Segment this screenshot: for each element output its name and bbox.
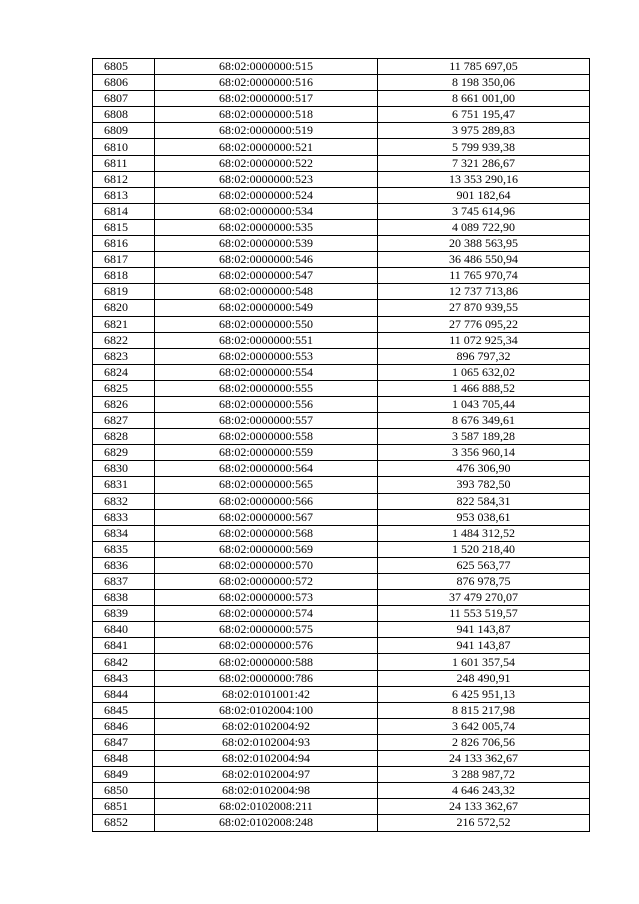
cadastral-number-cell: 68:02:0000000:570 — [155, 557, 378, 573]
row-number-cell: 6821 — [93, 316, 155, 332]
cadastral-value-cell: 3 745 614,96 — [378, 203, 590, 219]
row-number-cell: 6811 — [93, 155, 155, 171]
cadastral-value-cell: 3 642 005,74 — [378, 718, 590, 734]
row-number-cell: 6840 — [93, 622, 155, 638]
cadastral-number-cell: 68:02:0000000:547 — [155, 268, 378, 284]
cadastral-value-cell: 1 520 218,40 — [378, 541, 590, 557]
row-number-cell: 6845 — [93, 702, 155, 718]
table-row — [93, 75, 590, 91]
cadastral-number-cell: 68:02:0000000:564 — [155, 461, 378, 477]
row-number-cell: 6816 — [93, 236, 155, 252]
row-number-cell: 6814 — [93, 203, 155, 219]
table-row — [93, 252, 590, 268]
cadastral-value-cell: 13 353 290,16 — [378, 171, 590, 187]
table-row — [93, 219, 590, 235]
cadastral-value-cell: 6 425 951,13 — [378, 686, 590, 702]
cadastral-value-cell: 876 978,75 — [378, 574, 590, 590]
table-row — [93, 187, 590, 203]
table-row — [93, 606, 590, 622]
cadastral-number-cell: 68:02:0000000:550 — [155, 316, 378, 332]
cadastral-value-cell: 1 466 888,52 — [378, 380, 590, 396]
cadastral-number-cell: 68:02:0000000:786 — [155, 670, 378, 686]
row-number-cell: 6822 — [93, 332, 155, 348]
row-number-cell: 6834 — [93, 525, 155, 541]
table-row — [93, 493, 590, 509]
cadastral-value-cell: 3 288 987,72 — [378, 767, 590, 783]
cadastral-value-cell: 953 038,61 — [378, 509, 590, 525]
table-row — [93, 525, 590, 541]
cadastral-number-cell: 68:02:0101001:42 — [155, 686, 378, 702]
row-number-cell: 6833 — [93, 509, 155, 525]
cadastral-value-cell: 896 797,32 — [378, 348, 590, 364]
cadastral-value-cell: 822 584,31 — [378, 493, 590, 509]
cadastral-value-cell: 11 785 697,05 — [378, 59, 590, 75]
cadastral-value-cell: 1 484 312,52 — [378, 525, 590, 541]
table-row — [93, 815, 590, 831]
row-number-cell: 6843 — [93, 670, 155, 686]
table-row — [93, 686, 590, 702]
table-row — [93, 268, 590, 284]
cadastral-value-cell: 27 870 939,55 — [378, 300, 590, 316]
cadastral-number-cell: 68:02:0000000:515 — [155, 59, 378, 75]
cadastral-number-cell: 68:02:0000000:551 — [155, 332, 378, 348]
cadastral-value-cell: 36 486 550,94 — [378, 252, 590, 268]
cadastral-number-cell: 68:02:0000000:516 — [155, 75, 378, 91]
row-number-cell: 6847 — [93, 734, 155, 750]
cadastral-number-cell: 68:02:0000000:559 — [155, 445, 378, 461]
table-row — [93, 155, 590, 171]
cadastral-value-cell: 941 143,87 — [378, 622, 590, 638]
table-row — [93, 123, 590, 139]
cadastral-number-cell: 68:02:0000000:539 — [155, 236, 378, 252]
cadastral-number-cell: 68:02:0000000:524 — [155, 187, 378, 203]
cadastral-value-cell: 11 553 519,57 — [378, 606, 590, 622]
table-row — [93, 574, 590, 590]
cadastral-number-cell: 68:02:0000000:517 — [155, 91, 378, 107]
cadastral-number-cell: 68:02:0000000:574 — [155, 606, 378, 622]
cadastral-number-cell: 68:02:0000000:573 — [155, 590, 378, 606]
cadastral-number-cell: 68:02:0000000:523 — [155, 171, 378, 187]
table-row — [93, 203, 590, 219]
cadastral-value-cell: 11 072 925,34 — [378, 332, 590, 348]
cadastral-value-cell: 8 815 217,98 — [378, 702, 590, 718]
cadastral-value-cell: 4 646 243,32 — [378, 783, 590, 799]
cadastral-number-cell: 68:02:0000000:518 — [155, 107, 378, 123]
cadastral-number-cell: 68:02:0000000:555 — [155, 380, 378, 396]
row-number-cell: 6826 — [93, 396, 155, 412]
cadastral-number-cell: 68:02:0000000:565 — [155, 477, 378, 493]
cadastral-value-cell: 941 143,87 — [378, 638, 590, 654]
cadastral-value-cell: 20 388 563,95 — [378, 236, 590, 252]
cadastral-value-cell: 248 490,91 — [378, 670, 590, 686]
cadastral-number-cell: 68:02:0000000:575 — [155, 622, 378, 638]
table-row — [93, 380, 590, 396]
row-number-cell: 6841 — [93, 638, 155, 654]
cadastral-number-cell: 68:02:0000000:566 — [155, 493, 378, 509]
table-row — [93, 751, 590, 767]
cadastral-value-cell: 3 356 960,14 — [378, 445, 590, 461]
cadastral-value-cell: 12 737 713,86 — [378, 284, 590, 300]
cadastral-value-cell: 4 089 722,90 — [378, 219, 590, 235]
row-number-cell: 6828 — [93, 429, 155, 445]
table-row — [93, 477, 590, 493]
cadastral-value-table — [92, 58, 590, 832]
row-number-cell: 6831 — [93, 477, 155, 493]
cadastral-value-cell: 3 975 289,83 — [378, 123, 590, 139]
cadastral-value-cell: 1 065 632,02 — [378, 364, 590, 380]
cadastral-number-cell: 68:02:0102008:248 — [155, 815, 378, 831]
row-number-cell: 6832 — [93, 493, 155, 509]
table-row — [93, 509, 590, 525]
table-row — [93, 284, 590, 300]
row-number-cell: 6835 — [93, 541, 155, 557]
row-number-cell: 6808 — [93, 107, 155, 123]
cadastral-number-cell: 68:02:0102004:94 — [155, 751, 378, 767]
cadastral-value-cell: 625 563,77 — [378, 557, 590, 573]
table-row — [93, 799, 590, 815]
table-row — [93, 332, 590, 348]
cadastral-number-cell: 68:02:0000000:546 — [155, 252, 378, 268]
cadastral-number-cell: 68:02:0000000:576 — [155, 638, 378, 654]
cadastral-value-cell: 1 043 705,44 — [378, 396, 590, 412]
cadastral-value-cell: 37 479 270,07 — [378, 590, 590, 606]
cadastral-number-cell: 68:02:0102004:100 — [155, 702, 378, 718]
table-row — [93, 364, 590, 380]
row-number-cell: 6846 — [93, 718, 155, 734]
table-row — [93, 91, 590, 107]
table-row — [93, 638, 590, 654]
row-number-cell: 6838 — [93, 590, 155, 606]
cadastral-number-cell: 68:02:0000000:569 — [155, 541, 378, 557]
cadastral-number-cell: 68:02:0102004:98 — [155, 783, 378, 799]
row-number-cell: 6839 — [93, 606, 155, 622]
cadastral-number-cell: 68:02:0000000:522 — [155, 155, 378, 171]
row-number-cell: 6852 — [93, 815, 155, 831]
row-number-cell: 6851 — [93, 799, 155, 815]
cadastral-value-cell: 3 587 189,28 — [378, 429, 590, 445]
cadastral-number-cell: 68:02:0102004:97 — [155, 767, 378, 783]
row-number-cell: 6807 — [93, 91, 155, 107]
cadastral-value-cell: 11 765 970,74 — [378, 268, 590, 284]
cadastral-value-cell: 901 182,64 — [378, 187, 590, 203]
table-row — [93, 622, 590, 638]
table-body — [93, 59, 590, 832]
row-number-cell: 6827 — [93, 413, 155, 429]
table-row — [93, 348, 590, 364]
row-number-cell: 6805 — [93, 59, 155, 75]
cadastral-number-cell: 68:02:0000000:519 — [155, 123, 378, 139]
cadastral-number-cell: 68:02:0000000:572 — [155, 574, 378, 590]
cadastral-value-cell: 27 776 095,22 — [378, 316, 590, 332]
cadastral-value-cell: 393 782,50 — [378, 477, 590, 493]
cadastral-number-cell: 68:02:0102004:93 — [155, 734, 378, 750]
table-row — [93, 702, 590, 718]
table-row — [93, 557, 590, 573]
row-number-cell: 6819 — [93, 284, 155, 300]
row-number-cell: 6836 — [93, 557, 155, 573]
cadastral-number-cell: 68:02:0000000:557 — [155, 413, 378, 429]
cadastral-value-cell: 476 306,90 — [378, 461, 590, 477]
cadastral-number-cell: 68:02:0000000:553 — [155, 348, 378, 364]
row-number-cell: 6837 — [93, 574, 155, 590]
table-row — [93, 236, 590, 252]
row-number-cell: 6820 — [93, 300, 155, 316]
cadastral-value-cell: 24 133 362,67 — [378, 751, 590, 767]
cadastral-number-cell: 68:02:0000000:588 — [155, 654, 378, 670]
cadastral-number-cell: 68:02:0000000:535 — [155, 219, 378, 235]
table-row — [93, 413, 590, 429]
row-number-cell: 6842 — [93, 654, 155, 670]
row-number-cell: 6815 — [93, 219, 155, 235]
cadastral-value-cell: 6 751 195,47 — [378, 107, 590, 123]
cadastral-value-cell: 8 676 349,61 — [378, 413, 590, 429]
cadastral-value-cell: 24 133 362,67 — [378, 799, 590, 815]
table-row — [93, 107, 590, 123]
cadastral-number-cell: 68:02:0102004:92 — [155, 718, 378, 734]
table-row — [93, 590, 590, 606]
cadastral-number-cell: 68:02:0102008:211 — [155, 799, 378, 815]
cadastral-number-cell: 68:02:0000000:556 — [155, 396, 378, 412]
cadastral-value-cell: 8 198 350,06 — [378, 75, 590, 91]
row-number-cell: 6850 — [93, 783, 155, 799]
row-number-cell: 6848 — [93, 751, 155, 767]
cadastral-value-cell: 216 572,52 — [378, 815, 590, 831]
row-number-cell: 6810 — [93, 139, 155, 155]
cadastral-value-cell: 2 826 706,56 — [378, 734, 590, 750]
cadastral-number-cell: 68:02:0000000:548 — [155, 284, 378, 300]
cadastral-value-cell: 7 321 286,67 — [378, 155, 590, 171]
row-number-cell: 6823 — [93, 348, 155, 364]
cadastral-number-cell: 68:02:0000000:534 — [155, 203, 378, 219]
table-row — [93, 767, 590, 783]
row-number-cell: 6830 — [93, 461, 155, 477]
row-number-cell: 6844 — [93, 686, 155, 702]
row-number-cell: 6825 — [93, 380, 155, 396]
row-number-cell: 6818 — [93, 268, 155, 284]
cadastral-number-cell: 68:02:0000000:568 — [155, 525, 378, 541]
table-row — [93, 59, 590, 75]
cadastral-number-cell: 68:02:0000000:521 — [155, 139, 378, 155]
table-row — [93, 429, 590, 445]
cadastral-value-cell: 8 661 001,00 — [378, 91, 590, 107]
row-number-cell: 6809 — [93, 123, 155, 139]
table-row — [93, 171, 590, 187]
table-row — [93, 300, 590, 316]
row-number-cell: 6829 — [93, 445, 155, 461]
table-row — [93, 316, 590, 332]
row-number-cell: 6824 — [93, 364, 155, 380]
table-row — [93, 734, 590, 750]
row-number-cell: 6806 — [93, 75, 155, 91]
cadastral-value-cell: 5 799 939,38 — [378, 139, 590, 155]
table-row — [93, 396, 590, 412]
cadastral-number-cell: 68:02:0000000:554 — [155, 364, 378, 380]
cadastral-number-cell: 68:02:0000000:558 — [155, 429, 378, 445]
row-number-cell: 6817 — [93, 252, 155, 268]
cadastral-number-cell: 68:02:0000000:549 — [155, 300, 378, 316]
table-row — [93, 670, 590, 686]
cadastral-value-cell: 1 601 357,54 — [378, 654, 590, 670]
row-number-cell: 6812 — [93, 171, 155, 187]
cadastral-number-cell: 68:02:0000000:567 — [155, 509, 378, 525]
table-row — [93, 541, 590, 557]
table-row — [93, 445, 590, 461]
row-number-cell: 6813 — [93, 187, 155, 203]
table-row — [93, 139, 590, 155]
table-row — [93, 783, 590, 799]
table-row — [93, 461, 590, 477]
table-row — [93, 718, 590, 734]
row-number-cell: 6849 — [93, 767, 155, 783]
table-row — [93, 654, 590, 670]
